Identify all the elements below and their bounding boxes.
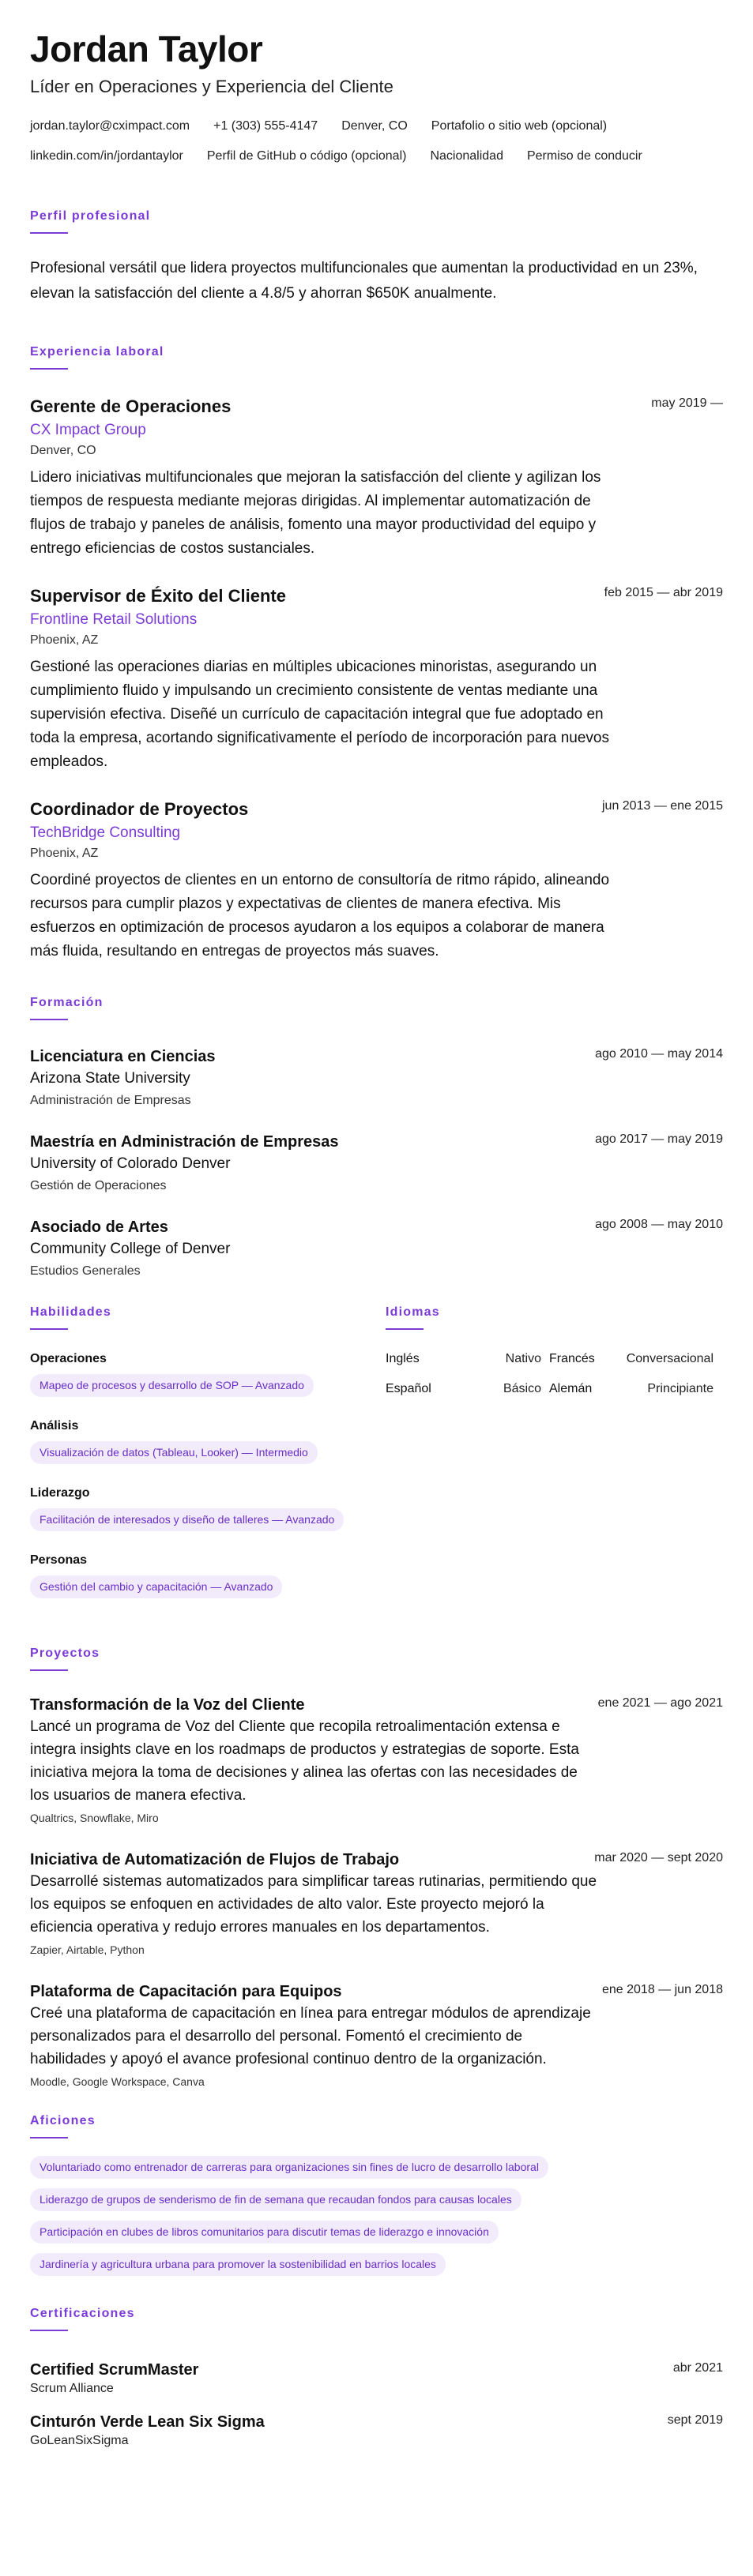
job-date: jun 2013 — ene 2015 bbox=[601, 799, 723, 813]
experience-item bbox=[30, 584, 723, 774]
project-date: ene 2021 — ago 2021 bbox=[597, 1696, 723, 1710]
section-divider bbox=[30, 232, 68, 234]
section-title-profile: Perfil profesional bbox=[30, 209, 151, 223]
project-tech: Moodle, Google Workspace, Canva bbox=[30, 2075, 205, 2088]
section-divider bbox=[30, 2330, 68, 2331]
certifications-section bbox=[30, 2306, 723, 2450]
hobby-chip: Jardinería y agricultura urbana para promover la sostenibilidad en barrios locales bbox=[30, 2253, 446, 2276]
education-date: ago 2008 — may 2010 bbox=[595, 1218, 723, 1231]
language-name: Inglés bbox=[386, 1352, 420, 1365]
section-title-certifications: Certificaciones bbox=[30, 2307, 135, 2320]
certification-name: Certified ScrumMaster bbox=[30, 2361, 199, 2379]
language-name: Español bbox=[386, 1382, 431, 1395]
education-school: Arizona State University bbox=[30, 1070, 190, 1087]
certification-issuer: Scrum Alliance bbox=[30, 2382, 114, 2395]
section-title-hobbies: Aficiones bbox=[30, 2114, 96, 2127]
skill-group bbox=[30, 1350, 386, 1397]
hobby-chip: Participación en clubes de libros comunitarios para discutir temas de liderazgo e innovación bbox=[30, 2221, 499, 2244]
project-description: Desarrollé sistemas automatizados para simplificar tareas rutinarias, permitiendo que los equipos se enfoquen en actividades de alto valor. Este proyecto mejoró la eficiencia operativa y redujo errores manuales en los departamentos. bbox=[30, 1873, 597, 1936]
section-title-projects: Proyectos bbox=[30, 1647, 100, 1660]
skill-group bbox=[30, 1552, 386, 1598]
candidate-name: Jordan Taylor bbox=[30, 28, 263, 69]
project-item bbox=[30, 1981, 723, 2090]
skills-section bbox=[30, 1305, 386, 1619]
contact-list bbox=[30, 117, 725, 177]
job-date: may 2019 — bbox=[651, 396, 723, 410]
contact-location: Denver, CO bbox=[341, 119, 408, 133]
project-title: Iniciativa de Automatización de Flujos de Trabajo bbox=[30, 1851, 400, 1868]
project-date: ene 2018 — jun 2018 bbox=[601, 1983, 723, 1996]
contact-portfolio: Portafolio o sitio web (opcional) bbox=[431, 119, 608, 133]
project-item bbox=[30, 1849, 723, 1958]
contact-driving-license: Permiso de conducir bbox=[526, 149, 642, 163]
experience-item bbox=[30, 798, 723, 963]
job-company: CX Impact Group bbox=[30, 422, 146, 438]
job-location: Denver, CO bbox=[30, 444, 96, 457]
section-divider bbox=[30, 1328, 68, 1330]
language-name: Alemán bbox=[549, 1382, 593, 1395]
education-section bbox=[30, 995, 723, 1281]
hobby-chip: Voluntariado como entrenador de carreras para organizaciones sin fines de lucro de desarrollo laboral bbox=[30, 2156, 548, 2179]
section-divider bbox=[30, 2137, 68, 2139]
section-divider bbox=[30, 1019, 68, 1020]
education-degree: Licenciatura en Ciencias bbox=[30, 1048, 216, 1065]
education-item bbox=[30, 1046, 723, 1110]
language-row bbox=[386, 1350, 713, 1368]
project-tech: Zapier, Airtable, Python bbox=[30, 1943, 145, 1956]
education-field: Estudios Generales bbox=[30, 1264, 141, 1278]
certification-name: Cinturón Verde Lean Six Sigma bbox=[30, 2413, 265, 2431]
education-date: ago 2017 — may 2019 bbox=[595, 1132, 723, 1146]
language-row bbox=[386, 1380, 713, 1398]
section-divider bbox=[30, 1669, 68, 1671]
certification-item bbox=[30, 2412, 723, 2450]
profile-summary: Profesional versátil que lidera proyectos multifuncionales que aumentan la productividad en un 23%, elevan la satisfacción del cliente a 4.8/5 y ahorran $650K anualmente. bbox=[30, 260, 698, 302]
job-description: Gestioné las operaciones diarias en múltiples ubicaciones minoristas, asegurando un cumplimiento fluido y impulsando un crecimiento consistente de ventas mediante una supervisión efectiva. Diseñé un currículo de capacitación integral que fue adoptado en toda la empresa, acortando significativamente el período de incorporación para nuevos empleados. bbox=[30, 659, 610, 770]
section-divider bbox=[30, 368, 68, 370]
experience-section bbox=[30, 344, 723, 963]
education-school: Community College of Denver bbox=[30, 1241, 231, 1257]
education-item bbox=[30, 1131, 723, 1196]
contact-nationality: Nacionalidad bbox=[430, 149, 503, 163]
skill-category: Personas bbox=[30, 1553, 88, 1567]
education-date: ago 2010 — may 2014 bbox=[595, 1047, 723, 1061]
skill-chip: Visualización de datos (Tableau, Looker) — Intermedio bbox=[30, 1441, 318, 1464]
section-title-education: Formación bbox=[30, 996, 104, 1009]
skills-languages-row bbox=[30, 1305, 723, 1619]
job-company: TechBridge Consulting bbox=[30, 824, 181, 841]
resume-header bbox=[30, 28, 723, 177]
project-item bbox=[30, 1695, 723, 1826]
hobby-chip: Liderazgo de grupos de senderismo de fin de semana que recaudan fondos para causas locales bbox=[30, 2188, 521, 2211]
project-title: Transformación de la Voz del Cliente bbox=[30, 1696, 305, 1714]
job-title: Coordinador de Proyectos bbox=[30, 799, 249, 819]
job-location: Phoenix, AZ bbox=[30, 847, 99, 860]
section-title-experience: Experiencia laboral bbox=[30, 345, 164, 359]
experience-item bbox=[30, 395, 723, 561]
education-degree: Maestría en Administración de Empresas bbox=[30, 1133, 339, 1151]
job-title: Gerente de Operaciones bbox=[30, 396, 232, 416]
job-description: Lidero iniciativas multifuncionales que mejoran la satisfacción del cliente y agilizan los tiempos de respuesta mediante mejoras dirigidas. Al implementar automatización de flujos de trabajo y paneles de análisis, fomento una mayor productividad del equipo y entrego eficiencias de costos sustanciales. bbox=[30, 469, 601, 557]
section-divider bbox=[386, 1328, 424, 1330]
languages-section bbox=[386, 1305, 713, 1619]
job-company: Frontline Retail Solutions bbox=[30, 611, 198, 628]
language-level: Conversacional bbox=[626, 1352, 713, 1365]
education-degree: Asociado de Artes bbox=[30, 1219, 168, 1236]
contact-linkedin: linkedin.com/in/jordantaylor bbox=[30, 149, 183, 163]
contact-phone: +1 (303) 555-4147 bbox=[213, 119, 318, 133]
skill-chip: Gestión del cambio y capacitación — Avanzado bbox=[30, 1575, 282, 1598]
education-field: Gestión de Operaciones bbox=[30, 1179, 167, 1192]
language-level: Básico bbox=[503, 1382, 541, 1395]
certification-issuer: GoLeanSixSigma bbox=[30, 2434, 129, 2447]
section-title-languages: Idiomas bbox=[386, 1305, 440, 1319]
job-location: Phoenix, AZ bbox=[30, 633, 99, 647]
skill-category: Operaciones bbox=[30, 1352, 107, 1365]
skill-group bbox=[30, 1485, 386, 1531]
candidate-headline: Líder en Operaciones y Experiencia del Cliente bbox=[30, 77, 393, 96]
projects-section bbox=[30, 1646, 723, 2090]
job-title: Supervisor de Éxito del Cliente bbox=[30, 586, 286, 606]
language-name: Francés bbox=[549, 1352, 595, 1365]
skill-chip: Facilitación de interesados y diseño de talleres — Avanzado bbox=[30, 1508, 344, 1531]
skill-category: Liderazgo bbox=[30, 1486, 90, 1500]
certification-date: abr 2021 bbox=[672, 2361, 723, 2375]
education-field: Administración de Empresas bbox=[30, 1094, 191, 1107]
section-title-skills: Habilidades bbox=[30, 1305, 112, 1319]
skill-group bbox=[30, 1418, 386, 1464]
skill-chip: Mapeo de procesos y desarrollo de SOP — Avanzado bbox=[30, 1374, 314, 1397]
hobbies-section bbox=[30, 2113, 723, 2276]
project-description: Creé una plataforma de capacitación en línea para entregar módulos de aprendizaje personalizados para el desarrollo del personal. Fomentó el crecimiento de habilidades y apoyó el avance profesional continuo dentro de la organización. bbox=[30, 2005, 591, 2067]
project-tech: Qualtrics, Snowflake, Miro bbox=[30, 1812, 159, 1824]
job-date: feb 2015 — abr 2019 bbox=[604, 586, 723, 599]
certification-date: sept 2019 bbox=[667, 2413, 723, 2427]
project-title: Plataforma de Capacitación para Equipos bbox=[30, 1983, 342, 2000]
job-description: Coordiné proyectos de clientes en un entorno de consultoría de ritmo rápido, alineando recursos para cumplir plazos y expectativas de clientes de manera efectiva. Mis esfuerzos en optimización de procesos ayudaron a los equipos a colaborar de manera más fluida, resultando en entregas de proyectos más suaves. bbox=[30, 872, 610, 959]
contact-email: jordan.taylor@cximpact.com bbox=[30, 119, 190, 133]
education-school: University of Colorado Denver bbox=[30, 1155, 231, 1172]
certification-item bbox=[30, 2360, 723, 2398]
language-level: Nativo bbox=[505, 1352, 541, 1365]
skill-category: Análisis bbox=[30, 1419, 79, 1433]
profile-section bbox=[30, 208, 723, 306]
project-date: mar 2020 — sept 2020 bbox=[594, 1851, 723, 1864]
project-description: Lancé un programa de Voz del Cliente que recopila retroalimentación extensa e integra insights clave en los roadmaps de productos y estrategias de soporte. Esta iniciativa mejora la toma de decisiones y alinea las ofertas con las necesidades de los usuarios de manera efectiva. bbox=[30, 1718, 579, 1804]
language-level: Principiante bbox=[647, 1382, 713, 1395]
education-item bbox=[30, 1216, 723, 1281]
contact-github: Perfil de GitHub o código (opcional) bbox=[206, 149, 407, 163]
